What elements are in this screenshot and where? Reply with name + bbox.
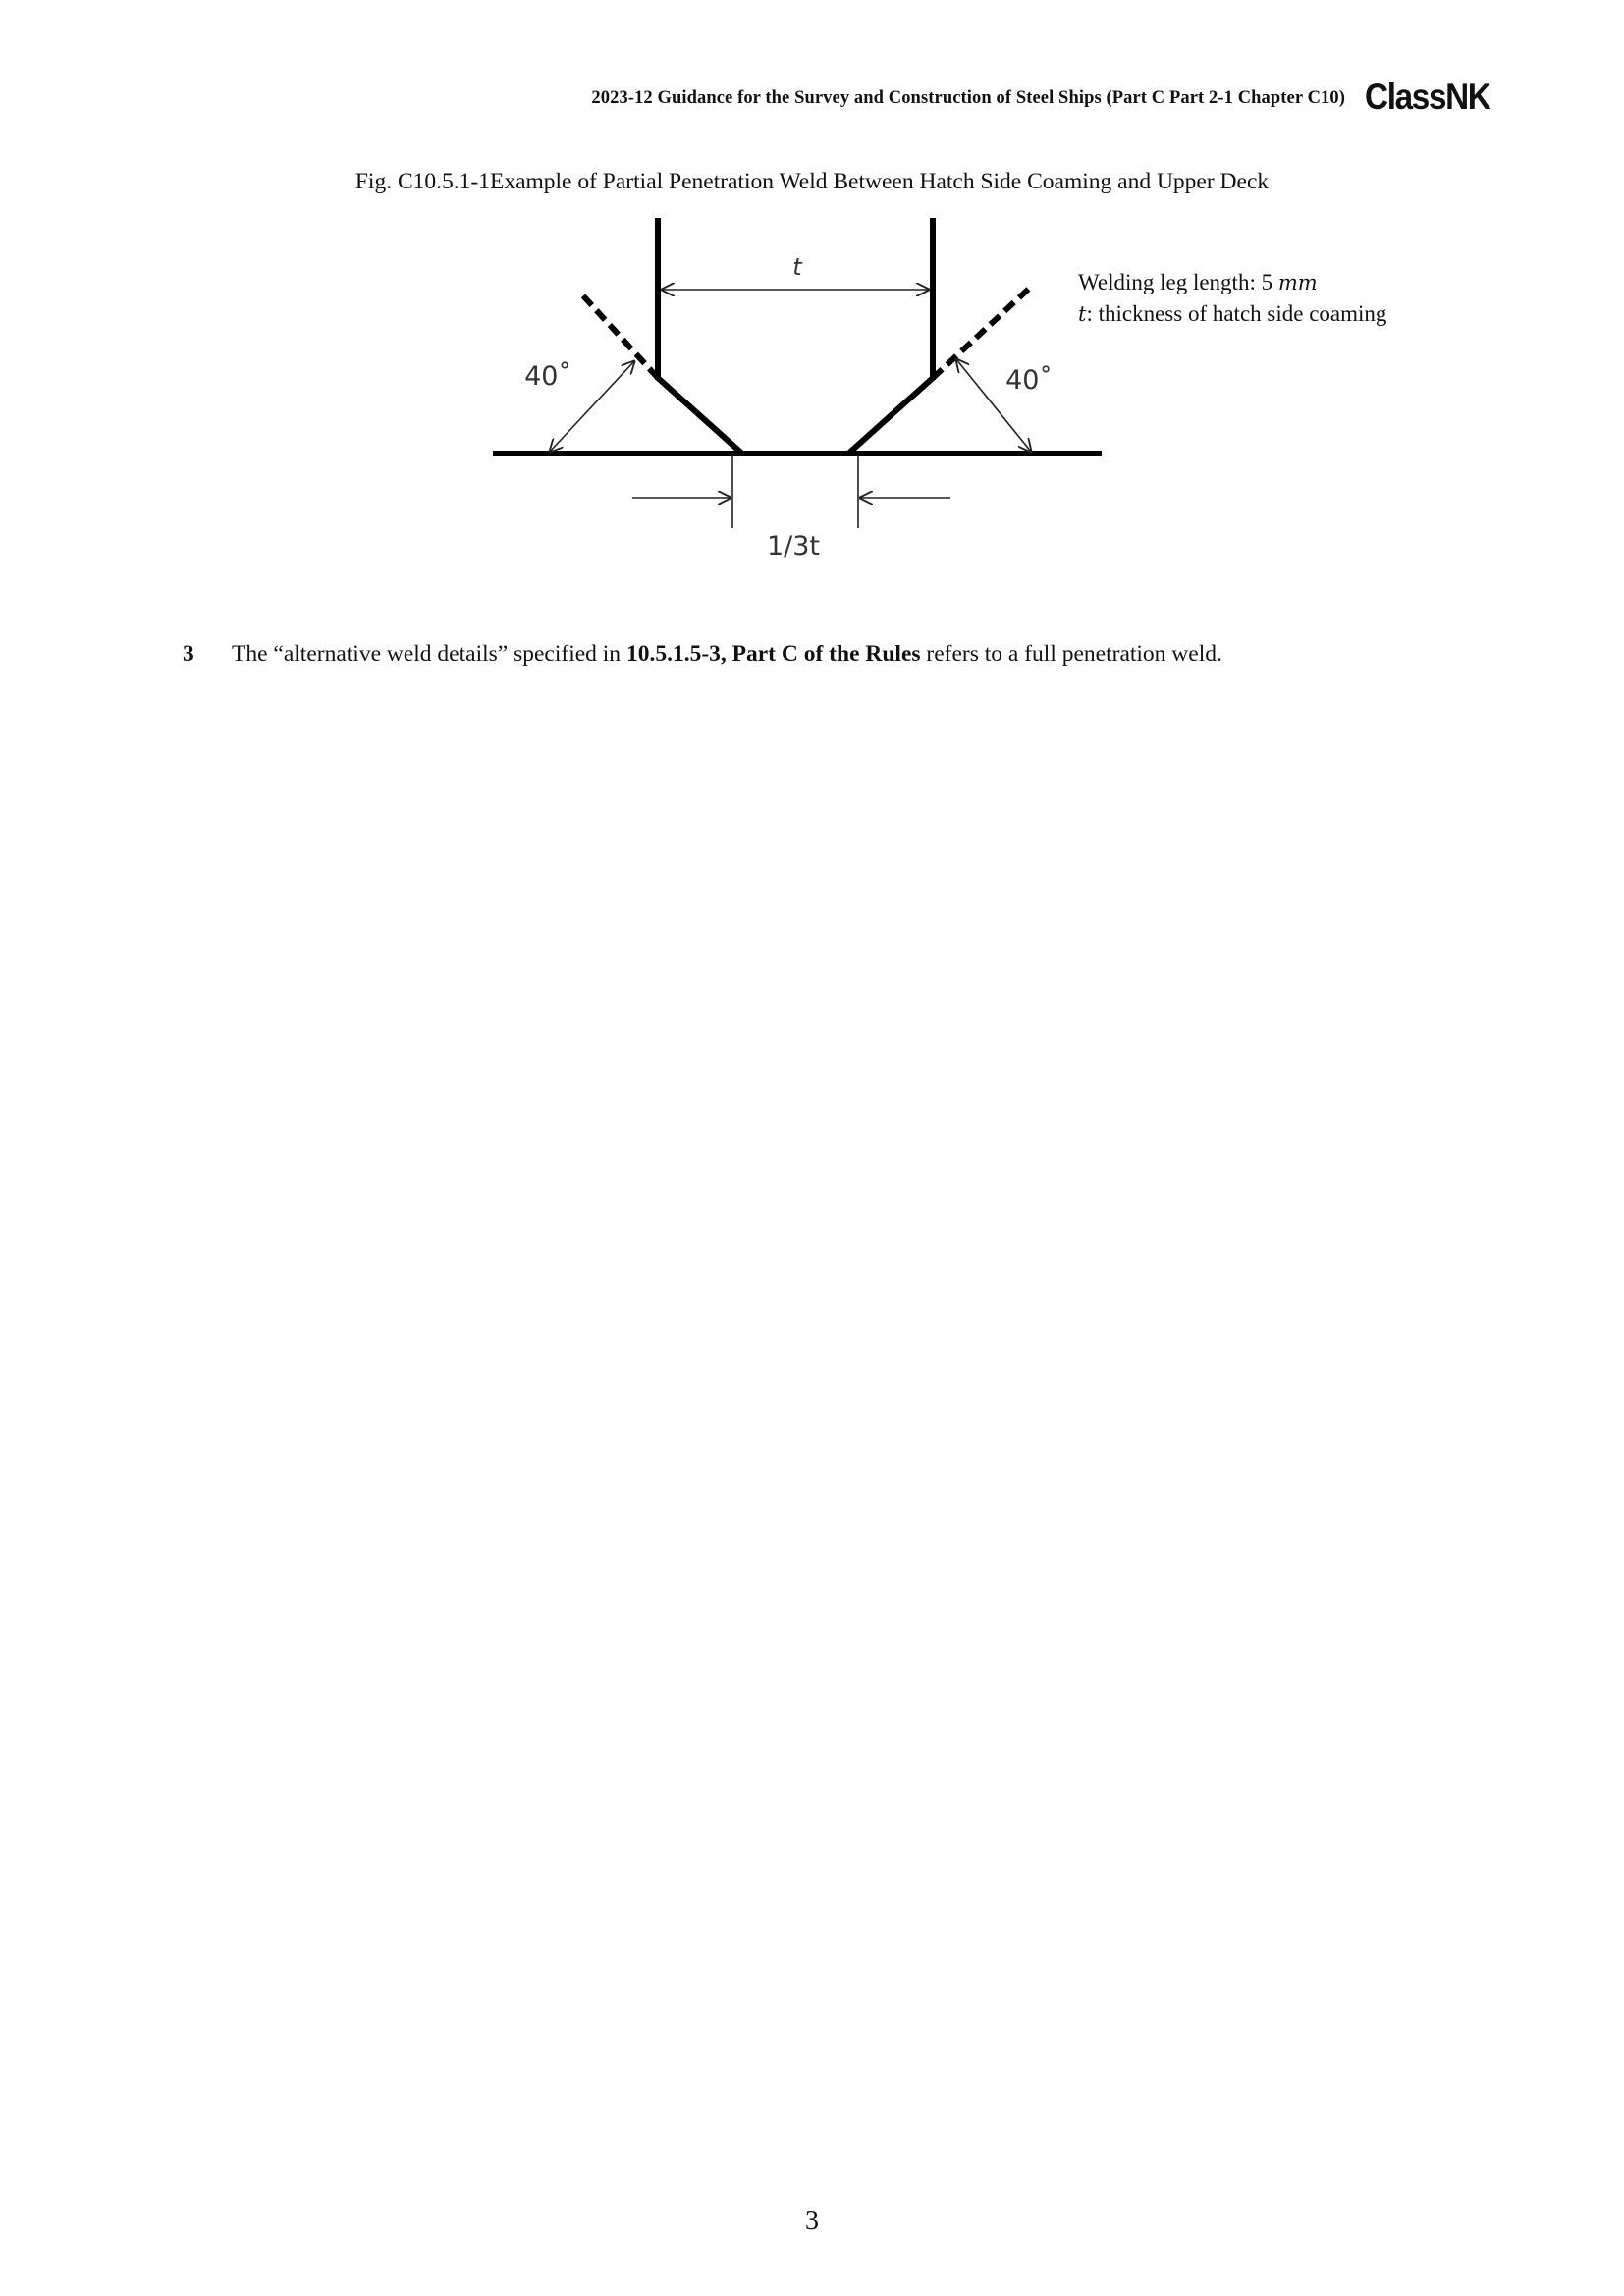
paragraph-text-before: The “alternative weld details” specified in — [232, 641, 626, 667]
weld-figure — [165, 192, 1487, 577]
rule-reference: 10.5.1.5-3, Part C of the Rules — [625, 641, 921, 667]
paragraph-number: 3 — [183, 641, 194, 667]
bevel-extension-lines — [579, 287, 1031, 378]
root-dimension — [632, 455, 950, 528]
header-title: 2023-12 Guidance for the Survey and Construction of Steel Ships (Part C Part 2-1 Chapter C10) — [591, 88, 1345, 108]
page-header — [0, 75, 1624, 117]
legend-line-thickness — [1078, 298, 1386, 330]
angle-label-left: 40˚ — [524, 361, 571, 392]
legend-line-leg-length — [1078, 267, 1386, 298]
classnk-logo: ClassNK — [1365, 77, 1490, 117]
paragraph-text-after: refers to a full penetration weld. — [920, 641, 1222, 667]
thickness-label: t — [792, 253, 802, 281]
paragraph-body — [232, 641, 1222, 667]
legend-symbol: t — [1078, 302, 1087, 326]
legend-leg-length-text: Welding leg length: 5 — [1078, 270, 1278, 294]
angle-dimensions — [550, 359, 1031, 452]
page-number: 3 — [805, 2206, 819, 2236]
root-label: 1/3t — [766, 531, 821, 561]
legend-unit: mm — [1277, 271, 1318, 294]
weld-diagram — [165, 192, 1487, 577]
angle-label-right: 40˚ — [1005, 365, 1053, 396]
figure-caption: Fig. C10.5.1-1Example of Partial Penetration Weld Between Hatch Side Coaming and Upper Deck — [354, 169, 1270, 194]
legend-thickness-text: : thickness of hatch side coaming — [1086, 301, 1387, 326]
figure-legend — [1078, 267, 1386, 330]
